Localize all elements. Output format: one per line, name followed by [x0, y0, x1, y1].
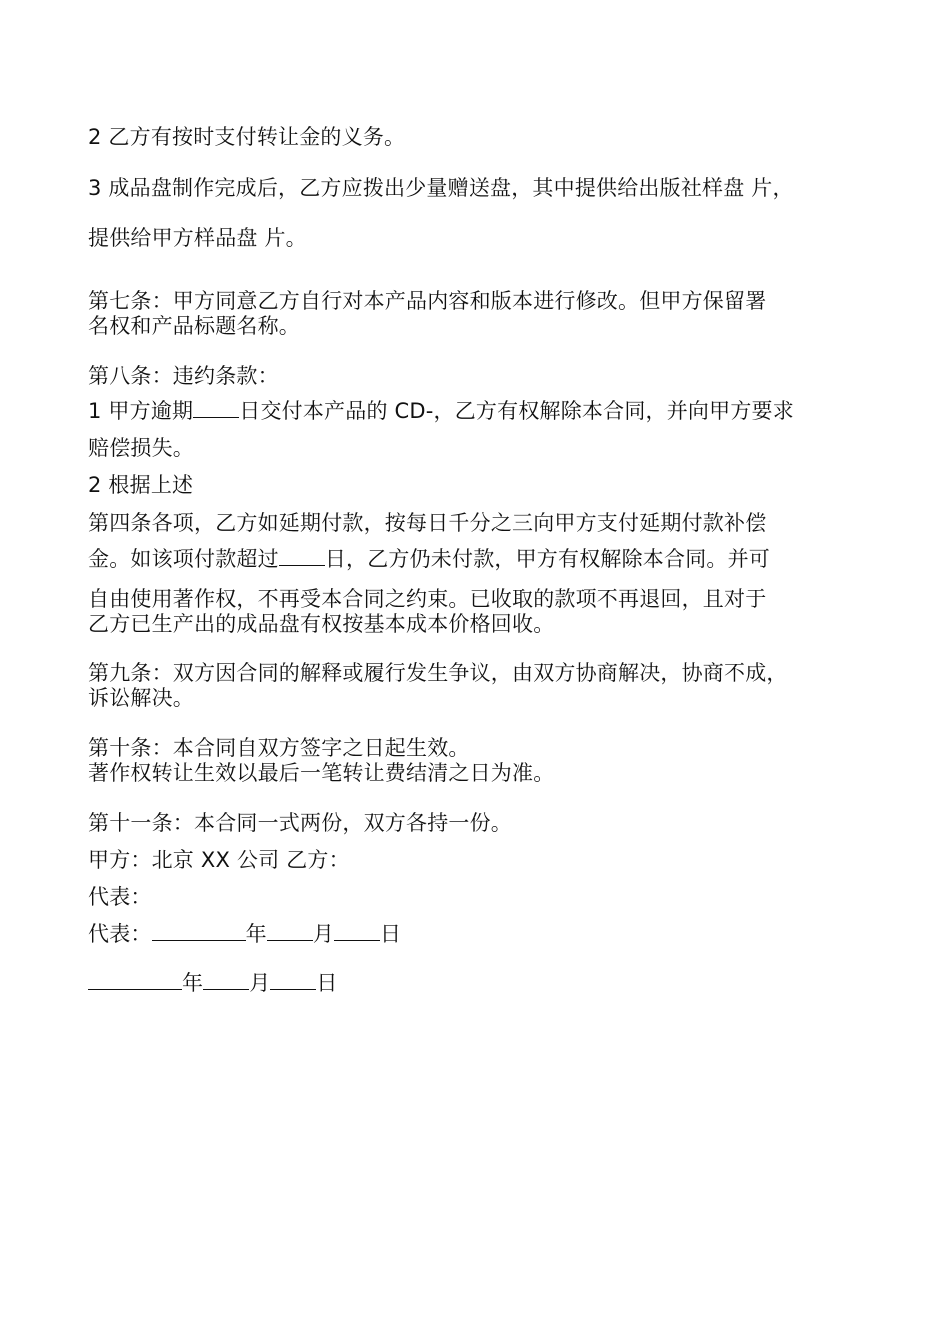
day-blank [334, 921, 380, 941]
day-label: 日 [380, 922, 402, 946]
year-label-2: 年 [182, 971, 204, 995]
day-blank-2 [270, 970, 316, 990]
clause-8-item-2-cont-4: 乙方已生产出的成品盘有权按基本成本价格回收。 [88, 612, 555, 636]
clause-8-item-1-text-b: 日交付本产品的 CD-，乙方有权解除本合同，并向甲方要求 [239, 399, 794, 423]
clause-7: 第七条：甲方同意乙方自行对本产品内容和版本进行修改。但甲方保留署 [88, 289, 767, 313]
days-blank-2 [279, 546, 325, 566]
year-blank-2 [88, 970, 182, 990]
clause-11: 第十一条：本合同一式两份，双方各持一份。 [88, 811, 512, 835]
clause-8-item-1 [88, 398, 888, 424]
clause-8-heading: 第八条：违约条款： [88, 364, 279, 388]
day-label-2: 日 [316, 971, 338, 995]
month-blank [267, 921, 313, 941]
signature-date-line-1 [88, 921, 888, 947]
party-line: 甲方：北京 XX 公司 乙方： [88, 848, 350, 872]
clause-10-cont: 著作权转让生效以最后一笔转让费结清之日为准。 [88, 761, 555, 785]
clause-8-item-2-text-b: 日，乙方仍未付款，甲方有权解除本合同。并可 [324, 547, 771, 571]
clause-8-item-2-cont-2 [88, 546, 888, 572]
month-blank-2 [203, 970, 249, 990]
clause-6-item-2: 2 乙方有按时支付转让金的义务。 [88, 125, 406, 149]
clause-10: 第十条：本合同自双方签字之日起生效。 [88, 736, 470, 760]
year-blank [152, 921, 246, 941]
clause-7-cont: 名权和产品标题名称。 [88, 314, 300, 338]
clause-6-item-3-cont: 提供给甲方样品盘 片。 [88, 226, 307, 250]
clause-8-item-1-text-a: 1 甲方逾期 [88, 399, 194, 423]
clause-8-item-1-cont: 赔偿损失。 [88, 436, 194, 460]
clause-9-cont: 诉讼解决。 [88, 686, 194, 710]
clause-8-item-2-text-a: 金。如该项付款超过 [88, 547, 279, 571]
days-blank [193, 398, 239, 418]
representative-line: 代表： [88, 885, 152, 909]
clause-9: 第九条：双方因合同的解释或履行发生争议，由双方协商解决，协商不成， [88, 661, 788, 685]
year-label: 年 [245, 922, 267, 946]
clause-8-item-2: 2 根据上述 [88, 473, 194, 497]
clause-6-item-3: 3 成品盘制作完成后，乙方应拨出少量赠送盘，其中提供给出版社样盘 片， [88, 176, 794, 200]
signature-date-line-2 [88, 970, 888, 996]
month-label: 月 [312, 922, 335, 946]
representative-label: 代表： [88, 922, 152, 946]
month-label-2: 月 [249, 971, 271, 995]
clause-8-item-2-cont-3: 自由使用著作权，不再受本合同之约束。已收取的款项不再退回，且对于 [88, 587, 767, 611]
clause-8-item-2-cont-1: 第四条各项，乙方如延期付款，按每日千分之三向甲方支付延期付款补偿 [88, 511, 767, 535]
